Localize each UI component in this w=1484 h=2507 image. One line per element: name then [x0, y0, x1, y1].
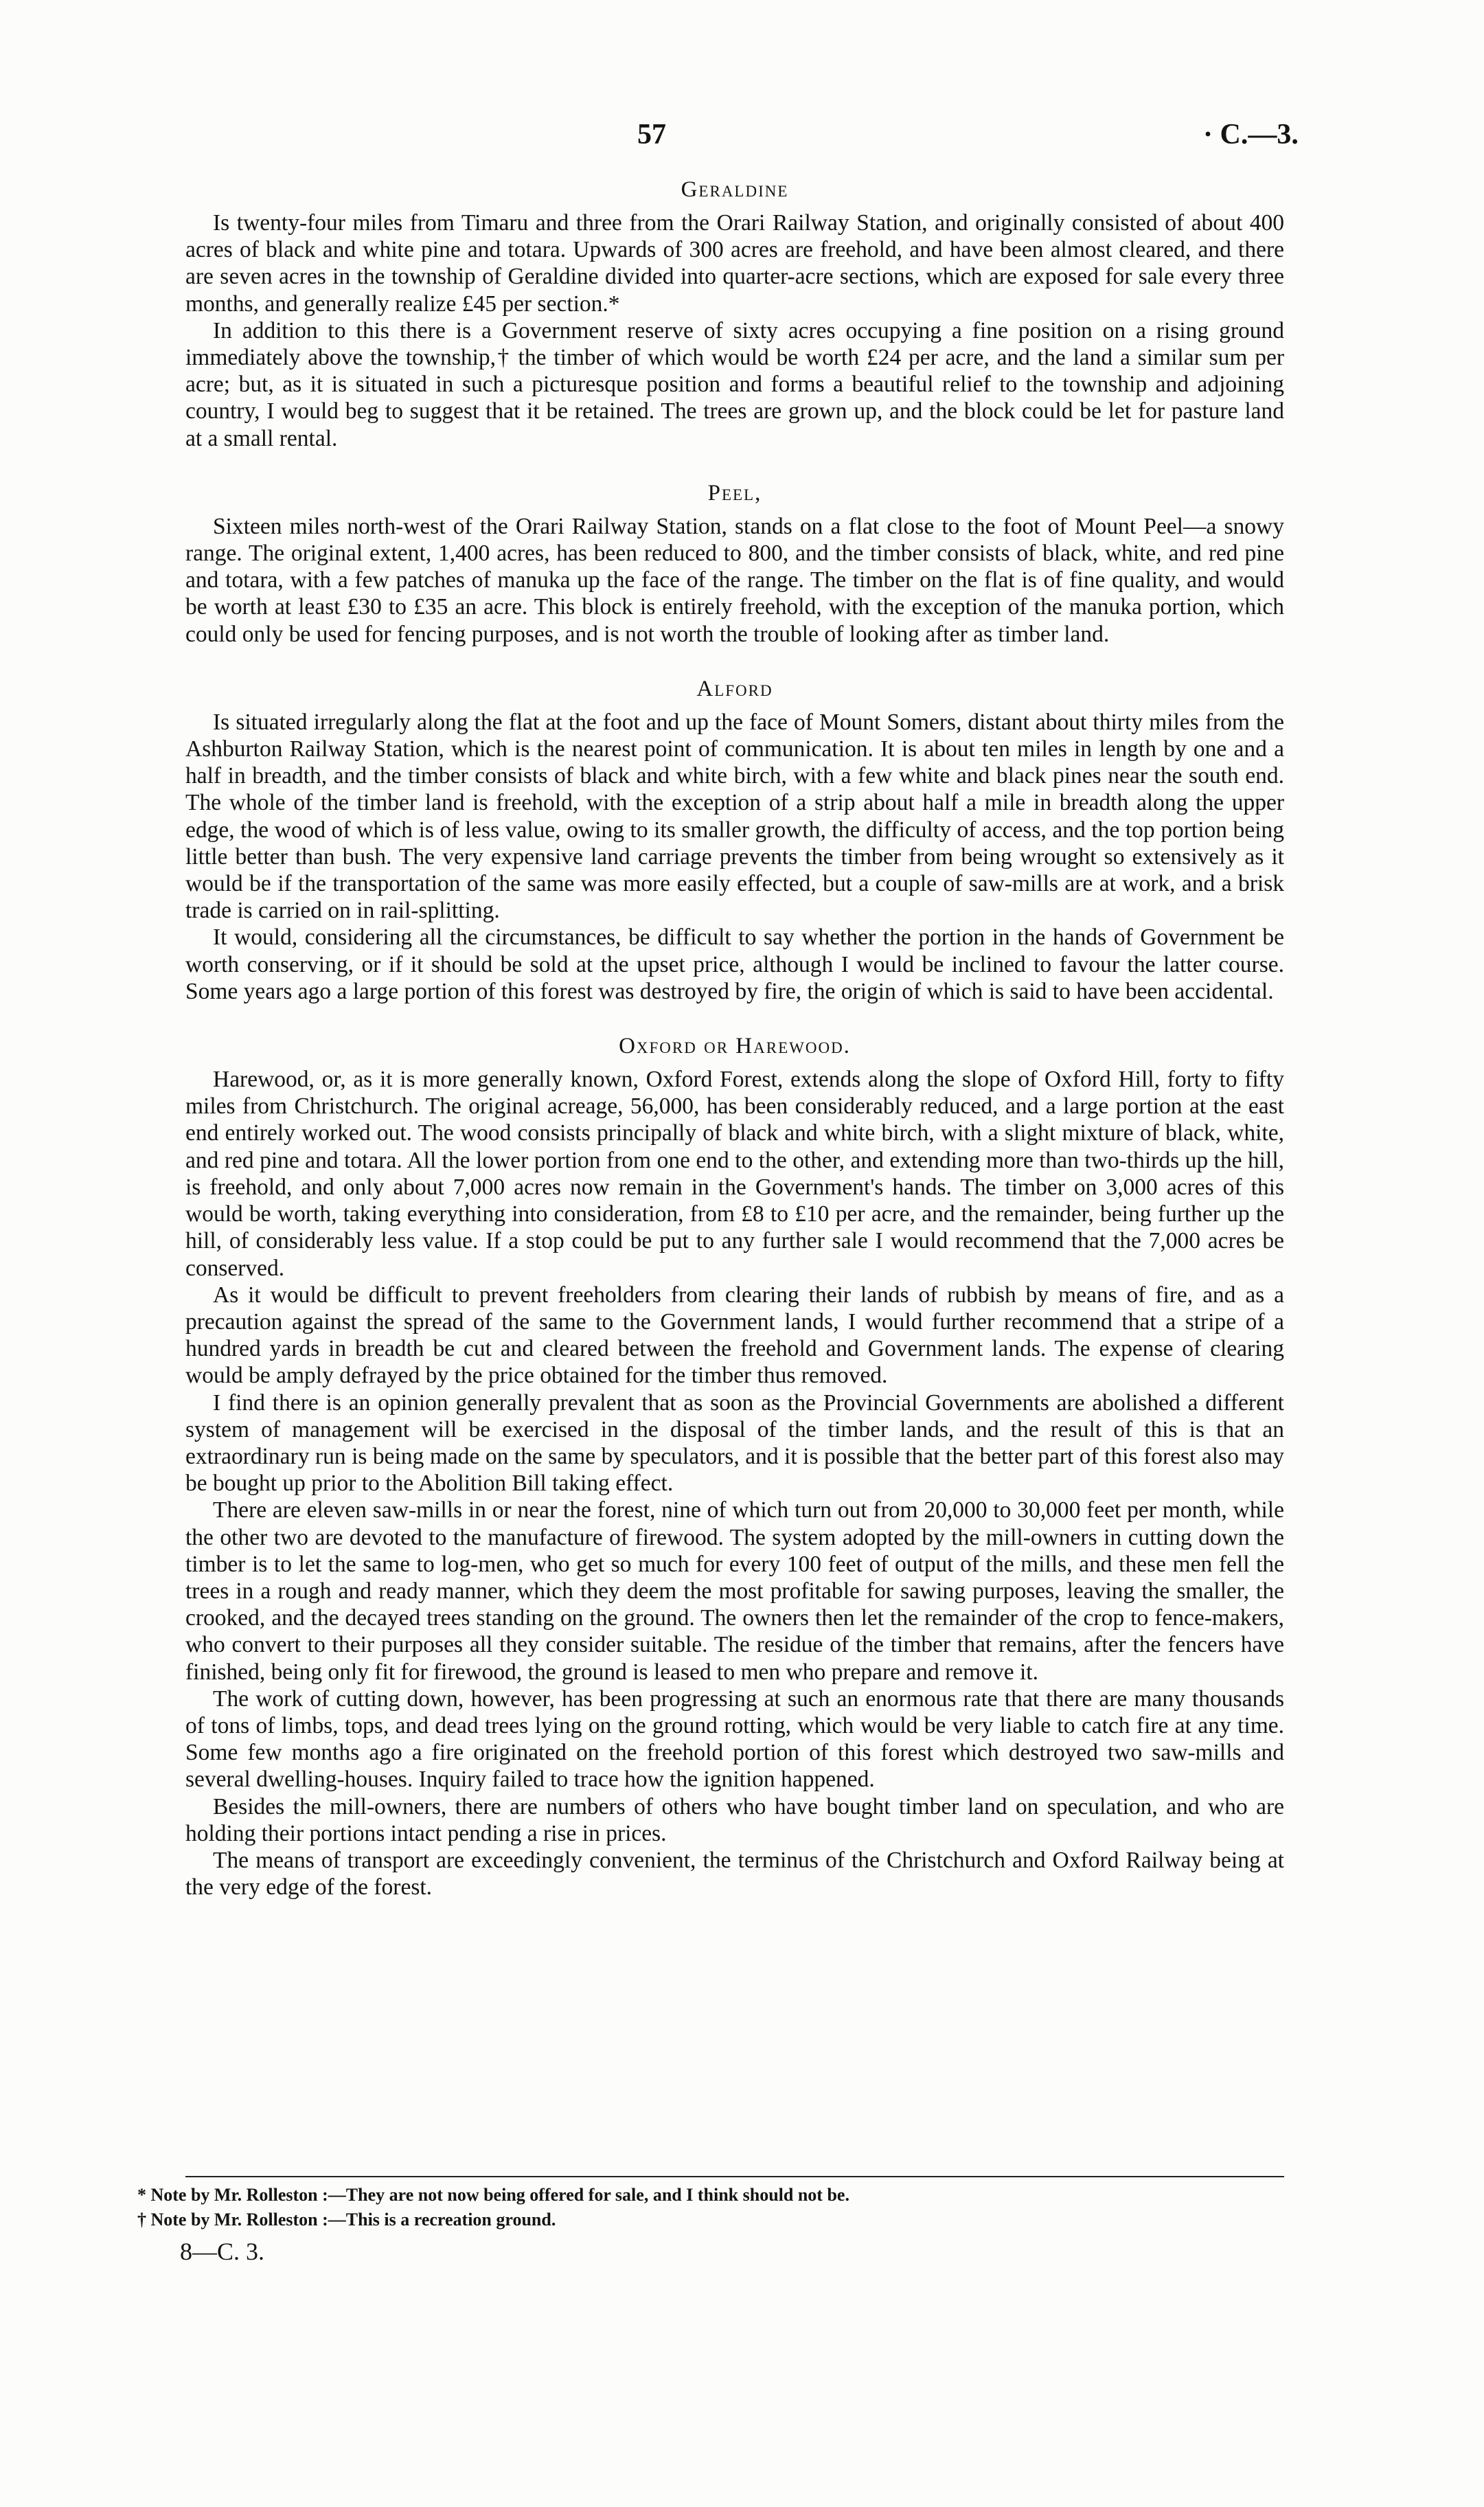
paragraph: The work of cutting down, however, has been progressing at such an enormous rate that there are many thousands of tons of limbs, tops, and dead trees lying on the ground rotting, which would be very liable to catch fire at any time. Some few months ago a fire originated on the freehold portion of this forest which destroyed two saw-mills and several dwelling-houses. Inquiry failed to trace how the ignition happened. — [185, 1686, 1284, 1793]
section-heading: Oxford or Harewood. — [619, 1034, 851, 1059]
signature-mark: 8—C. 3. — [180, 2238, 265, 2265]
paragraph: Is twenty-four miles from Timaru and three from the Orari Railway Station, and originally consisted of about 400 acres of black and white pine and totara. Upwards of 300 acres are freehold, and have been almost cleared, and there are seven acres in the township of Geraldine divided into quarter-acre sections, which are exposed for sale every three months, and generally realize £45 per section.* — [185, 210, 1284, 317]
paragraph: Is situated irregularly along the flat at the foot and up the face of Mount Somers, distant about thirty miles from the Ashburton Railway Station, which is the nearest point of communication. It is about ten miles in length by one and a half in breadth, and the timber consists of black and white birch, with a few white and black pines near the south end. The whole of the timber land is freehold, with the exception of a strip about half a mile in breadth along the upper edge, the wood of which is of less value, owing to its smaller growth, the difficulty of access, and the top portion being little better than bush. The very expensive land carriage prevents the timber from being wrought so extensively as it would be if the transportation of the same was more easily effected, but a couple of saw-mills are at work, and a brisk trade is carried on in rail-splitting. — [185, 709, 1284, 924]
section-peel — [185, 481, 1284, 648]
paragraph: There are eleven saw-mills in or near the forest, nine of which turn out from 20,000 to 30,000 feet per month, while the other two are devoted to the manufacture of firewood. The system adopted by the mill-owners in cutting down the timber is to let the same to log-men, who get so much for every 100 feet of output of the mills, and these men fell the trees in a rough and ready manner, which they deem the most profitable for sawing purposes, leaving the smaller, the crooked, and the decayed trees standing on the ground. The owners then let the remainder of the crop to fence-makers, who convert to their purposes all they consider suitable. The residue of the timber that remains, after the fencers have finished, being only fit for firewood, the ground is leased to men who prepare and remove it. — [185, 1497, 1284, 1685]
footnote-divider — [185, 2176, 1284, 2177]
page-reference: · C.—3. — [1203, 119, 1299, 150]
footnotes — [137, 2183, 1305, 2232]
footnote: † Note by Mr. Rolleston :—This is a recreation ground. — [137, 2210, 556, 2230]
section-geraldine — [185, 177, 1284, 452]
section-heading: Alford — [696, 676, 773, 701]
paragraph: Besides the mill-owners, there are numbers of others who have bought timber land on speculation, and who are holding their portions intact pending a rise in prices. — [185, 1793, 1284, 1846]
section-heading: Geraldine — [681, 177, 789, 202]
paragraph: I find there is an opinion generally prevalent that as soon as the Provincial Governments are abolished a different system of management will be exercised in the disposal of the timber lands, and the result of this is that an extraordinary run is being made on the same by speculators, and it is possible that the better part of this forest also may be bought up prior to the Abolition Bill taking effect. — [185, 1389, 1284, 1497]
page-number: 57 — [637, 119, 666, 150]
paragraph: It would, considering all the circumstances, be difficult to say whether the portion in the hands of Government be worth conserving, or if it should be sold at the upset price, although I would be inclined to favour the latter course. Some years ago a large portion of this forest was destroyed by fire, the origin of which is said to have been accidental. — [185, 924, 1284, 1004]
paragraph: As it would be difficult to prevent freeholders from clearing their lands of rubbish by means of fire, and as a precaution against the spread of the same to the Government lands, I would further recommend that a stripe of a hundred yards in breadth be cut and cleared between the freehold and Government lands. The expense of clearing would be amply defrayed by the price obtained for the timber thus removed. — [185, 1282, 1284, 1389]
section-alford — [185, 677, 1284, 1005]
paragraph: In addition to this there is a Government reserve of sixty acres occupying a fine position on a rising ground immediately above the township,† the timber of which would be worth £24 per acre, and the land a similar sum per acre; but, as it is situated in such a picturesque position and forms a beautiful relief to the township and adjoining country, I would beg to suggest that it be retained. The trees are grown up, and the block could be let for pasture land at a small rental. — [185, 317, 1284, 451]
document-body — [185, 177, 1284, 1929]
paragraph: The means of transport are exceedingly convenient, the terminus of the Christchurch and Oxford Railway being at the very edge of the forest. — [185, 1847, 1284, 1901]
footnote: * Note by Mr. Rolleston :—They are not now being offered for sale, and I think should not be. — [137, 2185, 849, 2205]
page-header — [0, 118, 1484, 159]
section-oxford-harewood — [185, 1034, 1284, 1901]
section-heading: Peel, — [707, 480, 762, 506]
paragraph: Sixteen miles north-west of the Orari Railway Station, stands on a flat close to the foot of Mount Peel—a snowy range. The original extent, 1,400 acres, has been reduced to 800, and the timber consists of black, white, and red pine and totara, with a few patches of manuka up the face of the range. The timber on the flat is of fine quality, and would be worth at least £30 to £35 an acre. This block is entirely freehold, with the exception of the manuka portion, which could only be used for fencing purposes, and is not worth the trouble of looking after as timber land. — [185, 513, 1284, 647]
paragraph: Harewood, or, as it is more generally known, Oxford Forest, extends along the slope of Oxford Hill, forty to fifty miles from Christchurch. The original acreage, 56,000, has been considerably reduced, and a large portion at the east end entirely worked out. The wood consists principally of black and white birch, with a slight mixture of black, white, and red pine and totara. All the lower portion from one end to the other, and extending more than two-thirds up the hill, is freehold, and only about 7,000 acres now remain in the Government's hands. The timber on 3,000 acres of this would be worth, taking everything into consideration, from £8 to £10 per acre, and the remainder, being further up the hill, of considerably less value. If a stop could be put to any further sale I would recommend that the 7,000 acres be conserved. — [185, 1067, 1284, 1281]
